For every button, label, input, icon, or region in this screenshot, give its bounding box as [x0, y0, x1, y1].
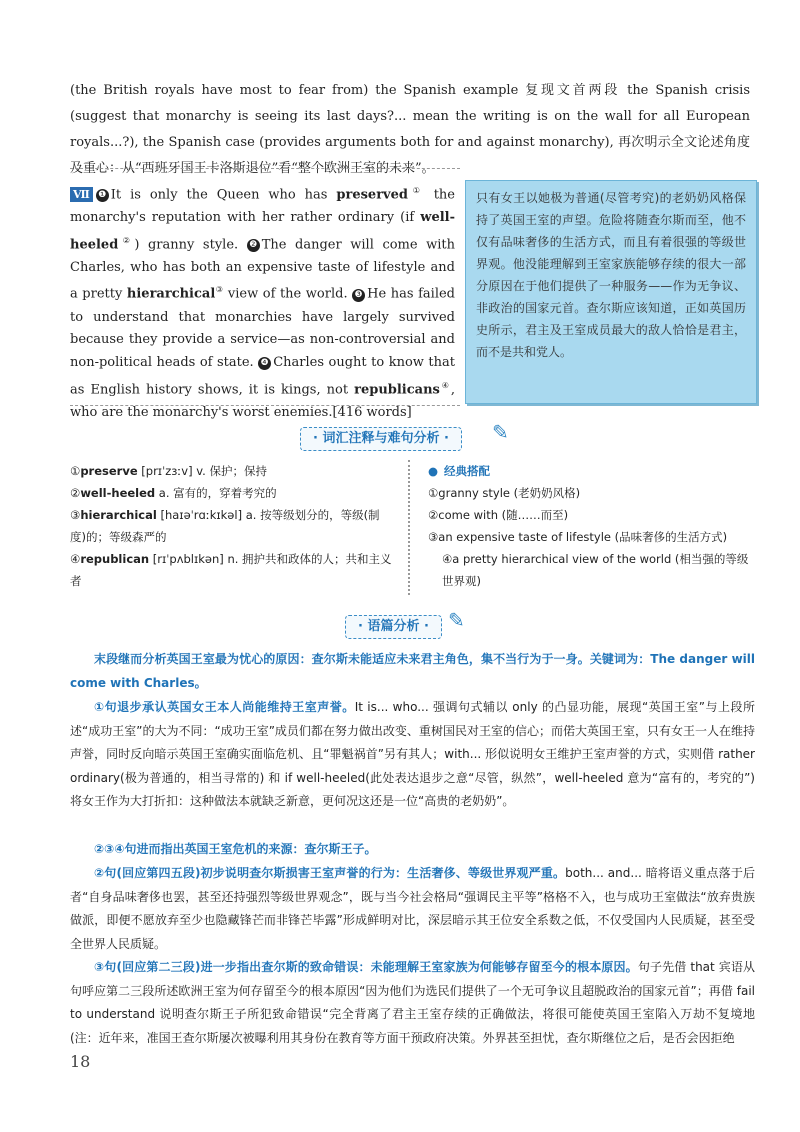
vocab-definition: [prɪˈzɜːv] v. 保护；保持 — [137, 464, 267, 478]
sentence-number-2: ❷ — [247, 239, 260, 252]
analysis-paragraph-4 — [70, 862, 755, 956]
collocation-item: ②come with (随……而至) — [428, 508, 569, 522]
keyword-republicans: republicans — [354, 381, 440, 397]
paragraph-marker: Ⅶ — [70, 187, 93, 202]
sentence-number-3: ❸ — [352, 289, 365, 302]
vocab-definition: [rɪˈpʌblɪkən] n. 拥护共和政体的人；共和主义者 — [70, 552, 392, 588]
analysis-heading: ②③④句进而指出英国王室危机的来源：查尔斯王子。 — [94, 842, 377, 856]
collocation-item: ①granny style (老奶奶风格) — [428, 486, 581, 500]
sentence-1-part: It is only the Queen who has — [110, 187, 337, 203]
analysis-section-title: · 语篇分析 · — [345, 615, 442, 639]
intro-paragraph: (the British royals have most to fear from) the Spanish example 复现文首两段 the Spanish crisis (suggest that monarchy is seeing its last days?... mean the writing is on the wall for all European royals...?), the Spanish case (provides arguments both for and against monarchy), 再次明示全文论述角度及重心：从“西班牙国王卡洛斯退位”看“整个欧洲王室的未来”。 — [70, 83, 750, 176]
analysis-paragraph-3 — [70, 838, 755, 862]
sentence-2-part: view of the world. — [223, 286, 348, 302]
collocation-list — [428, 460, 753, 592]
vocab-item — [70, 548, 395, 592]
sentence-number-1: ❶ — [96, 189, 109, 202]
analysis-heading: 末段继而分析英国王室最为忧心的原因：查尔斯未能适应未来君主角色，集不当行为于一身。关键词为：The danger will come with Charles。 — [70, 652, 755, 690]
collocation-item: ④a pretty hierarchical view of the world (相当强的等级世界观) — [442, 552, 749, 588]
vocab-word: hierarchical — [80, 508, 157, 522]
collocation-title: ● 经典搭配 — [428, 460, 753, 482]
vocab-definition: a. 富有的，穿着考究的 — [155, 486, 277, 500]
keyword-hierarchical: hierarchical — [126, 286, 216, 302]
analysis-heading: ②句(回应第四五段)初步说明查尔斯损害王室声誉的行为：生活奢侈、等级世界观严重。 — [94, 866, 566, 880]
footnote-marker: ③ — [215, 285, 224, 295]
vocab-list — [70, 460, 395, 592]
analysis-heading: ③句(回应第二三段)进一步指出查尔斯的致命错误：未能理解王室家族为何能够存留至今的根本原因。 — [94, 960, 638, 974]
keyword-preserved: preserved — [336, 187, 408, 203]
vocab-num: ② — [70, 486, 81, 500]
sentence-4-part: Charles ought to know that as English history shows, it is kings, not — [70, 354, 455, 397]
translation-box: 只有女王以她极为普通(尽管考究)的老奶奶风格保持了英国王室的声望。危险将随查尔斯而至，他不仅有品味奢侈的生活方式，而且有着很强的等级世界观。他没能理解到王室家族能够存续的很大一部分原因在于他们提供了一种服务——作为无争议、非政治的国家元首。查尔斯应该知道，正如英国历史所示，君主及王室成员最大的敌人恰恰是君主，而不是共和党人。 — [465, 180, 757, 404]
footnote-marker: ④ — [439, 380, 451, 390]
footnote-marker: ① — [407, 186, 425, 195]
word-count: [416 words] — [332, 404, 412, 420]
footnote-marker: ② — [118, 235, 135, 245]
passage-paragraph — [70, 180, 455, 424]
analysis-text: It is... who... 强调句式辅以 only 的凸显功能，展现“英国王室”与上段所述“成功王室”的大为不同：“成功王室”成员们都在努力做出改变、重树国民对王室的信心；而偌大英国王室，只有女王一人在维持声誉，同时反向暗示英国王室确实面临危机、且“罪魁祸首”另有其人；with... 形似说明女王维护王室声誉的方式，实则借 rather ordinary(极为普通的，相当寻常的) 和 if well-heeled(此处表达退步之意“尽管，纵然”，well-heeled 意为“富有的，考究的”) 将女王作为大打折扣：这种做法本就缺乏新意，更何况这还是一位“高贵的老奶奶”。 — [70, 700, 755, 808]
sentence-3: He has failed to understand that monarchies have largely survived because they provide a service—as non-controversial and non-political heads of state. — [70, 286, 455, 370]
pen-icon: ✎ — [492, 420, 509, 444]
sentence-2: The danger will come with Charles, who has both an expensive taste of lifestyle and a pretty — [70, 237, 456, 302]
sentence-4-part: , who are the monarchy's worst enemies. — [70, 381, 455, 420]
analysis-text: 句子先借 that 宾语从句呼应第二三段所述欧洲王室为何存留至今的根本原因“因为他们为选民们提供了一个无可争议且超脱政治的国家元首”；再借 fail to understand 说明查尔斯王子所犯致命错误“完全背离了君主王室存续的正确做法，将很可能使英国王室陷入万劫不复境地(注：近年来，准国王查尔斯屡次被曝利用其身份在教育等方面干预政府决策。外界甚至担忧，查尔斯继位之后，是否会因拒绝 — [70, 960, 755, 1045]
vocab-num: ③ — [70, 508, 81, 522]
vocab-num: ④ — [70, 552, 81, 566]
analysis-heading: ①句退步承认英国女王本人尚能维持王室声誉。 — [94, 700, 355, 714]
vocab-item — [70, 460, 395, 482]
vocab-definition: [haɪəˈrɑːkɪkəl] a. 按等级划分的，等级(制度)的；等级森严的 — [70, 508, 380, 544]
sentence-number-4: ❹ — [258, 357, 271, 370]
vocab-section-title: · 词汇注释与难句分析 · — [300, 427, 462, 451]
divider-bottom — [70, 405, 460, 406]
analysis-paragraph-1 — [70, 648, 755, 695]
sentence-1-part: ) granny style. — [134, 237, 239, 253]
vocab-word: republican — [80, 552, 150, 566]
vocab-word: well-heeled — [80, 486, 156, 500]
analysis-paragraph-5 — [70, 956, 755, 1050]
vocab-item — [70, 504, 395, 548]
divider-top — [70, 168, 460, 169]
keyword-well-heeled: well-heeled — [70, 210, 455, 253]
vocab-num: ① — [70, 464, 81, 478]
column-divider — [408, 460, 410, 595]
vocab-word: preserve — [80, 464, 138, 478]
sentence-1-part: the monarchy's reputation with her rather ordinary (if — [70, 187, 455, 226]
page-number: 18 — [70, 1052, 91, 1071]
pen-icon: ✎ — [448, 608, 465, 632]
vocab-item — [70, 482, 395, 504]
collocation-item: ③an expensive taste of lifestyle (品味奢侈的生活方式) — [428, 530, 728, 544]
analysis-text: both... and... 暗将语义重点落于后者“自身品味奢侈也罢，甚至还持强烈等级世界观念”，既与当今社会格局“强调民主平等”格格不入，也与成功王室做法“放弃贵族做派，即便不愿放弃至少也隐藏锋芒而非锋芒毕露”形成鲜明对比，深层暗示其王位安全系数之低，不仅受国内人民质疑，甚至受全世界人民质疑。 — [70, 866, 755, 951]
analysis-paragraph-2 — [70, 696, 755, 814]
